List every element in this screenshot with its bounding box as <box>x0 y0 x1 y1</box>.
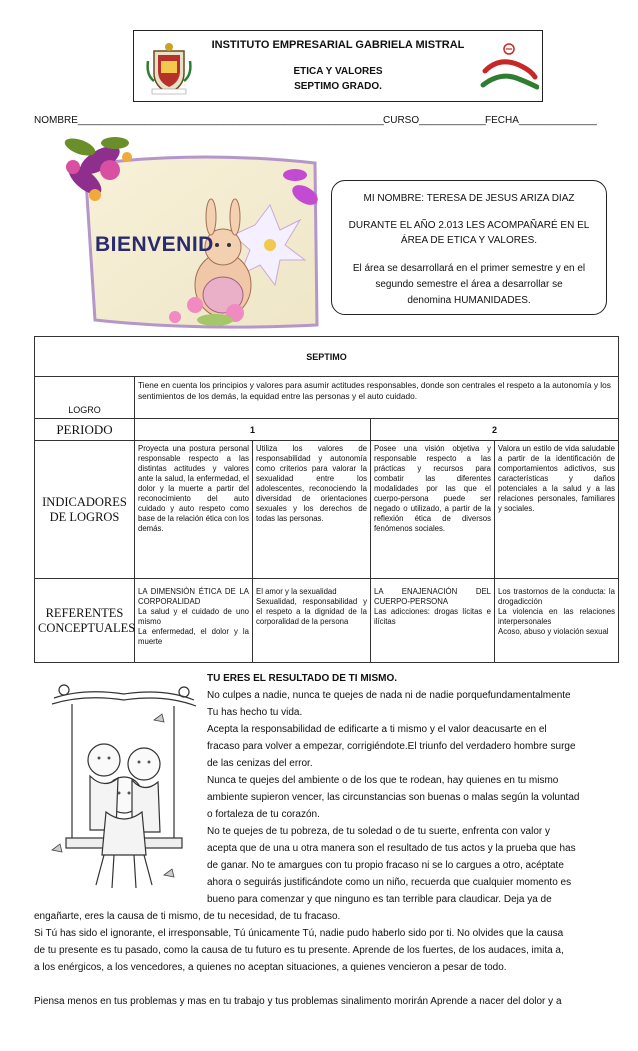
grade-title: SEPTIMO GRADO. <box>294 81 382 92</box>
reading-line: No culpes a nadie, nunca te quejes de nada ni de nadie porquefundamentalmente <box>207 690 571 701</box>
referentes-label: REFERENTES CONCEPTUALES <box>35 579 135 663</box>
reading-line: ahora o seguirás justificándote como un niño, recuerda que cualquier momento es <box>207 877 572 888</box>
reading-line: acepta que de una u otra manera son el resultado de tus actos y la prueba que has <box>207 843 576 854</box>
referente-item: Sexualidad, responsabilidad y el respeto a la dignidad de la corporalidad de la persona <box>256 597 367 626</box>
referente-item: Los trastornos de la conducta: la drogadicción <box>498 587 616 606</box>
info-line-2a: DURANTE EL AÑO 2.013 LES ACOMPAÑARÉ EN EL <box>348 220 590 231</box>
referente-item: La violencia en las relaciones interpersonales <box>498 607 616 626</box>
curriculum-table <box>34 336 619 663</box>
kids-on-swing-illustration <box>44 680 204 905</box>
curso-field[interactable]: CURSO____________ <box>383 115 486 126</box>
reading-full-line: engañarte, eres la causa de ti mismo, de tu necesidad, de tu fracaso. <box>34 911 341 922</box>
referente-cell <box>135 579 253 663</box>
referente-cell <box>371 579 495 663</box>
reading-last-line: Piensa menos en tus problemas y mas en tu trabajo y tus problemas sinalimento morirán Aprende a nacer del dolor y a <box>34 996 562 1007</box>
logro-label: LOGRO <box>35 377 135 419</box>
fecha-field[interactable]: FECHA______________ <box>485 115 597 126</box>
table-title: SEPTIMO <box>35 337 619 377</box>
reading-line: No te quejes de tu pobreza, de tu soledad o de tu suerte, enfrenta con valor y <box>207 826 551 837</box>
reading-line: Nunca te quejes del ambiente o de los que te rodean, hay quienes en tu mismo <box>207 775 559 786</box>
indicador-cell: Utiliza los valores de responsabilidad y autonomía como criterios para valorar la sexualidad entre los adolescentes, reconociendo la diversidad de orientaciones sexuales y los derechos de todas las personas. <box>253 441 371 579</box>
indicador-cell: Proyecta una postura personal responsable respecto a las distintas actitudes y valores ante la salud, la enfermedad, el dolor y la muerte a partir del reconocimiento del auto cuidado y auto respeto como base de la relación ética con los demás. <box>135 441 253 579</box>
referente-cell <box>253 579 371 663</box>
period-1: 1 <box>135 419 371 441</box>
info-line-2b: ÁREA DE ETICA Y VALORES. <box>400 235 538 246</box>
teacher-info-box <box>331 180 607 315</box>
welcome-title: BIENVENID <box>95 233 214 256</box>
subject-title: ETICA Y VALORES <box>293 66 383 77</box>
referente-item: Las adicciones: drogas lícitas e ilícitas <box>374 607 491 626</box>
info-line-3a: El área se desarrollará en el primer semestre y en el <box>352 263 586 274</box>
reading-full-line: de tu presente es tu pasado, como la causa de tu futuro es tu presente. Aprende de los fuertes, de los audaces, imita a, <box>34 945 564 956</box>
referente-item: Acoso, abuso y violación sexual <box>498 627 609 636</box>
institution-emblem-logo <box>479 41 539 93</box>
reading-line: o fortaleza de tu corazón. <box>207 809 320 820</box>
reading-line: bueno para comenzar y que ninguno es tan terrible para claudicar. Deja ya de <box>207 894 552 905</box>
period-2: 2 <box>371 419 619 441</box>
referente-item: LA ENAJENACIÓN DEL CUERPO-PERSONA <box>374 587 491 606</box>
reading-full-line: Si Tú has sido el ignorante, el irresponsable, Tú únicamente Tú, nadie pudo haberlo sido por ti. No olvides que la causa <box>34 928 564 939</box>
referente-item: La enfermedad, el dolor y la muerte <box>138 627 249 646</box>
info-line-3b: segundo semestre el área a desarrollar se <box>375 279 563 290</box>
nombre-field[interactable]: NOMBRE_______________________________________________________ <box>34 115 384 126</box>
indicador-cell: Valora un estilo de vida saludable a partir de la identificación de comportamientos adictivos, sus características y daños potenciales a la salud y a las relaciones personales, familiares y sociales. <box>495 441 619 579</box>
reading-line: de las cenizas del error. <box>207 758 313 769</box>
reading-line: fracaso para volver a empezar, corrigiéndote.El triunfo del verdadero hombre surge <box>207 741 576 752</box>
reading-title: TU ERES EL RESULTADO DE TI MISMO. <box>207 673 398 684</box>
logro-text: Tiene en cuenta los principios y valores para asumir actitudes responsables, donde son centrales el respeto a la autonomía y los sentimientos de los demás, la equidad entre las personas y el auto cuidado. <box>135 377 619 419</box>
indicador-cell: Posee una visión objetiva y responsable respecto a las prácticas y recursos para combatir las diferentes modalidades por las que el cuerpo-persona puede ser negado o utilizado, a partir de la reflexión ética de diversos fenómenos sociales. <box>371 441 495 579</box>
info-line-3c: denomina HUMANIDADES. <box>407 295 531 306</box>
teacher-name-line: MI NOMBRE: TERESA DE JESUS ARIZA DIAZ <box>363 193 575 204</box>
reading-line: ambiente supieron vencer, las circunstancias son buenas o malas según la voluntad <box>207 792 580 803</box>
reading-line: Tu has hecho tu vida. <box>207 707 303 718</box>
reading-line: Acepta la responsabilidad de edificarte a ti mismo y el valor deacusarte en el <box>207 724 547 735</box>
reading-full-line: a los enérgicos, a los vencedores, a quienes no aceptan situaciones, a quienes vencieron a pesar de todo. <box>34 962 507 973</box>
referente-item: La salud y el cuidado de uno mismo <box>138 607 249 626</box>
periodo-label: PERIODO <box>35 419 135 441</box>
reading-line: de ganar. No te amargues con tu propio fracaso ni se lo cargues a otro, acéptate <box>207 860 564 871</box>
header-box <box>133 30 543 102</box>
school-name: INSTITUTO EMPRESARIAL GABRIELA MISTRAL <box>211 39 465 51</box>
referente-cell <box>495 579 619 663</box>
referente-item: LA DIMENSIÓN ÉTICA DE LA CORPORALIDAD <box>138 587 249 606</box>
referente-item: El amor y la sexualidad <box>256 587 337 596</box>
indicadores-label: INDICADORES DE LOGROS <box>35 441 135 579</box>
